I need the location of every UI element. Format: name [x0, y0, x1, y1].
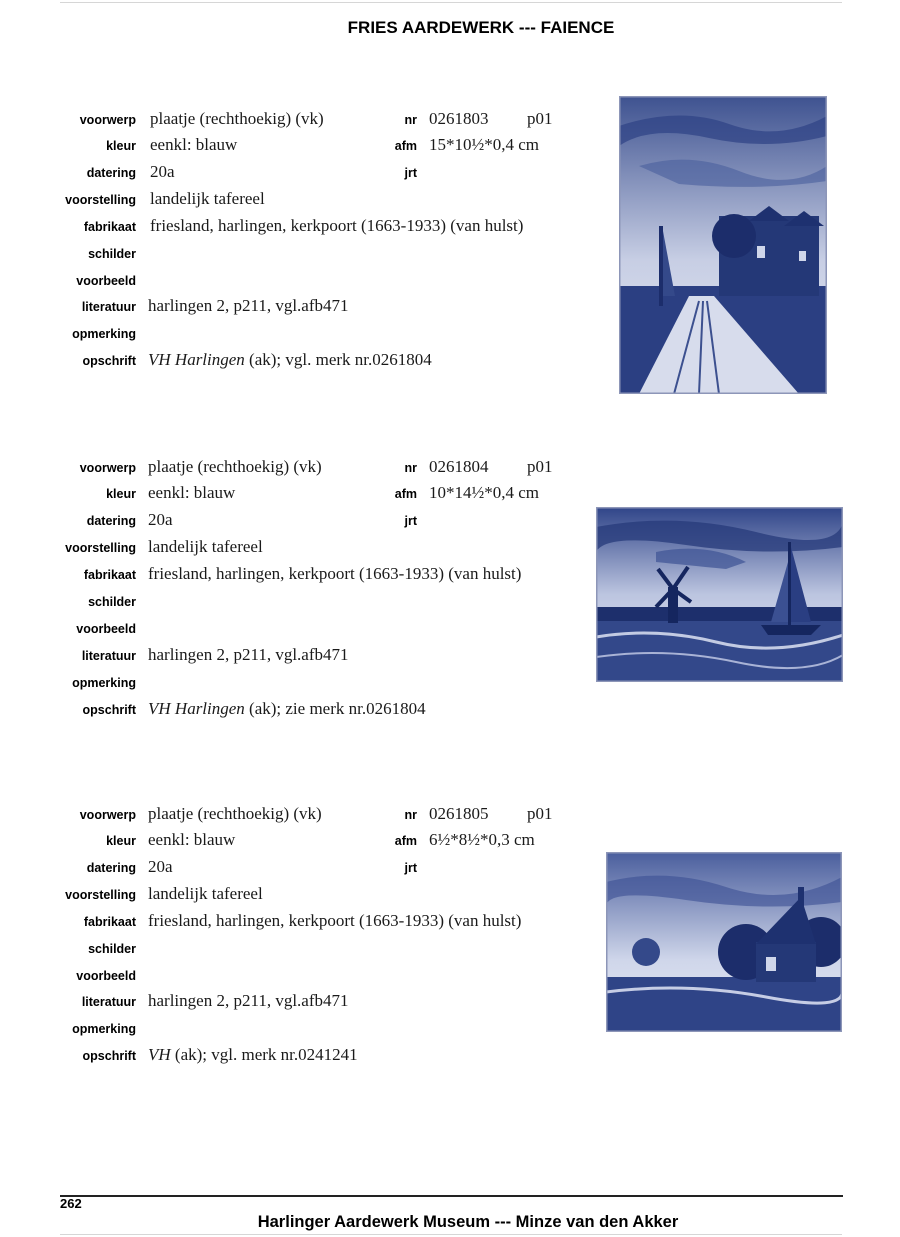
tile-photo-1	[619, 96, 827, 394]
label-kleur: kleur	[106, 834, 136, 848]
label-schilder: schilder	[88, 247, 136, 261]
value-nr: 0261804	[429, 457, 489, 476]
value-literatuur: harlingen 2, p211, vgl.afb471	[148, 645, 349, 664]
label-voorwerp: voorwerp	[79, 113, 136, 127]
label-fabrikaat: fabrikaat	[83, 220, 136, 234]
opschrift-note: (ak); zie merk nr.0261804	[249, 699, 426, 718]
page-footer	[0, 1213, 900, 1232]
value-nr: 0261803	[429, 109, 489, 128]
value-fabrikaat: friesland, harlingen, kerkpoort (1663-1933) (van hulst)	[148, 564, 522, 583]
label-opschrift: opschrift	[82, 354, 136, 368]
value-opschrift	[148, 699, 426, 719]
label-datering: datering	[86, 514, 136, 528]
label-voorbeeld: voorbeeld	[76, 622, 136, 636]
label-schilder: schilder	[88, 595, 136, 609]
value-literatuur: harlingen 2, p211, vgl.afb471	[148, 991, 349, 1010]
label-nr: nr	[404, 113, 417, 127]
value-page: p01	[527, 804, 553, 823]
label-afm: afm	[394, 834, 417, 848]
label-kleur: kleur	[106, 487, 136, 501]
value-datering: 20a	[150, 162, 175, 181]
value-fabrikaat: friesland, harlingen, kerkpoort (1663-1933) (van hulst)	[150, 216, 524, 235]
label-kleur: kleur	[106, 139, 136, 153]
value-voorwerp: plaatje (rechthoekig) (vk)	[148, 457, 322, 476]
label-nr: nr	[404, 461, 417, 475]
value-voorstelling: landelijk tafereel	[148, 537, 263, 556]
label-voorbeeld: voorbeeld	[76, 969, 136, 983]
value-datering: 20a	[148, 857, 173, 876]
value-opschrift	[148, 1045, 358, 1065]
label-literatuur: literatuur	[81, 649, 136, 663]
label-schilder: schilder	[88, 942, 136, 956]
value-literatuur: harlingen 2, p211, vgl.afb471	[148, 296, 349, 315]
label-datering: datering	[86, 166, 136, 180]
opschrift-note: (ak); vgl. merk nr.0241241	[174, 1045, 358, 1064]
label-voorstelling: voorstelling	[65, 541, 136, 555]
value-nr: 0261805	[429, 804, 489, 823]
value-kleur: eenkl: blauw	[148, 830, 236, 849]
footer-rule	[60, 1195, 843, 1197]
label-voorwerp: voorwerp	[79, 461, 136, 475]
top-rule	[60, 2, 842, 3]
value-page: p01	[527, 109, 553, 128]
label-afm: afm	[394, 139, 417, 153]
label-nr: nr	[404, 808, 417, 822]
label-fabrikaat: fabrikaat	[83, 915, 136, 929]
value-datering: 20a	[148, 510, 173, 529]
value-voorstelling: landelijk tafereel	[148, 884, 263, 903]
label-voorwerp: voorwerp	[79, 808, 136, 822]
label-afm: afm	[394, 487, 417, 501]
page-title: FRIES AARDEWERK --- FAIENCE	[347, 18, 615, 37]
opschrift-note: (ak); vgl. merk nr.0261804	[249, 350, 432, 369]
label-voorstelling: voorstelling	[65, 888, 136, 902]
value-fabrikaat: friesland, harlingen, kerkpoort (1663-1933) (van hulst)	[148, 911, 522, 930]
label-opmerking: opmerking	[72, 327, 136, 341]
value-voorwerp: plaatje (rechthoekig) (vk)	[148, 804, 322, 823]
value-kleur: eenkl: blauw	[150, 135, 238, 154]
bottom-rule	[60, 1234, 842, 1235]
tile-photo-3	[606, 852, 842, 1032]
label-jrt: jrt	[404, 514, 417, 528]
label-voorstelling: voorstelling	[65, 193, 136, 207]
page-number: 262	[60, 1196, 82, 1211]
opschrift-mark: VH Harlingen	[148, 699, 245, 718]
value-afm: 6½*8½*0,3 cm	[429, 830, 535, 849]
footer-title: Harlinger Aardewerk Museum --- Minze van den Akker	[257, 1213, 679, 1231]
label-jrt: jrt	[404, 166, 417, 180]
label-opmerking: opmerking	[72, 676, 136, 690]
label-opmerking: opmerking	[72, 1022, 136, 1036]
value-voorstelling: landelijk tafereel	[150, 189, 265, 208]
label-literatuur: literatuur	[81, 300, 136, 314]
label-opschrift: opschrift	[82, 703, 136, 717]
label-opschrift: opschrift	[82, 1049, 136, 1063]
value-voorwerp: plaatje (rechthoekig) (vk)	[150, 109, 324, 128]
label-jrt: jrt	[404, 861, 417, 875]
value-afm: 15*10½*0,4 cm	[429, 135, 540, 154]
label-datering: datering	[86, 861, 136, 875]
opschrift-mark: VH	[148, 1045, 171, 1064]
label-fabrikaat: fabrikaat	[83, 568, 136, 582]
value-afm: 10*14½*0,4 cm	[429, 483, 540, 502]
label-literatuur: literatuur	[81, 995, 136, 1009]
value-page: p01	[527, 457, 553, 476]
page-header	[0, 18, 900, 38]
label-voorbeeld: voorbeeld	[76, 274, 136, 288]
value-kleur: eenkl: blauw	[148, 483, 236, 502]
value-opschrift	[148, 350, 432, 370]
opschrift-mark: VH Harlingen	[148, 350, 245, 369]
tile-photo-2	[596, 507, 843, 682]
